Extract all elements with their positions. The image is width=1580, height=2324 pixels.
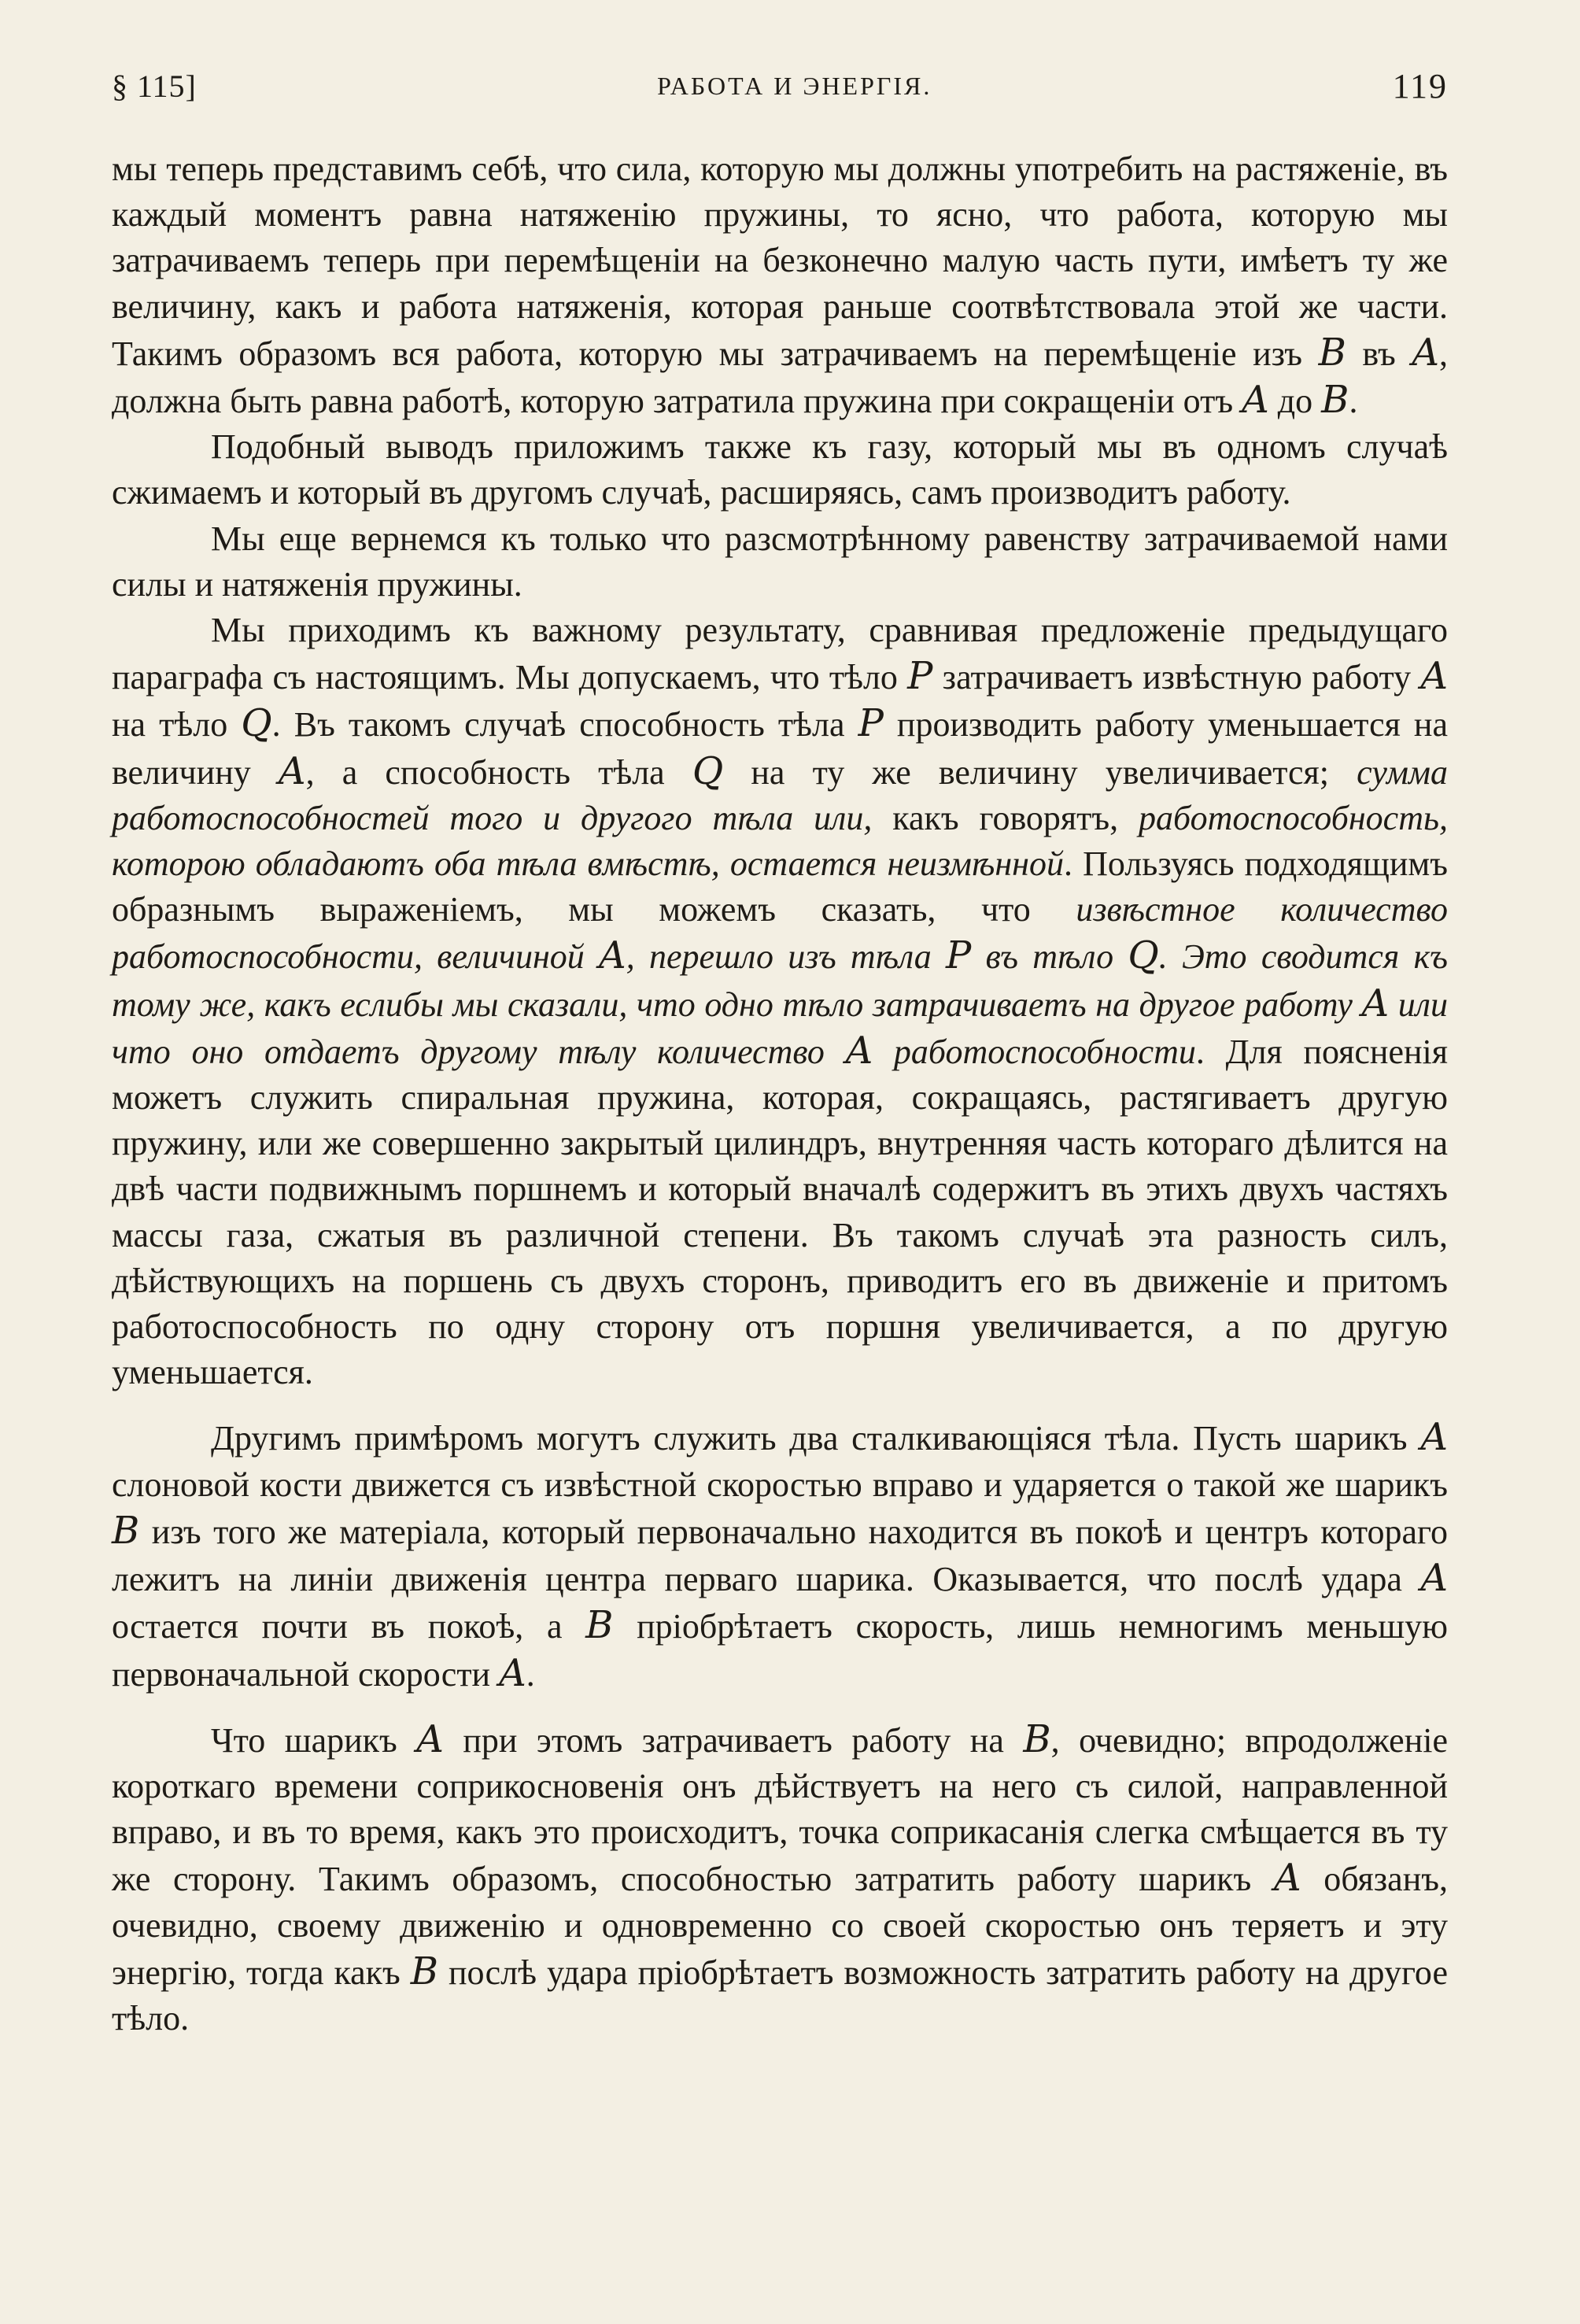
running-title: РАБОТА И ЭНЕРГІЯ.: [657, 71, 932, 100]
text-run: . Въ такомъ случаѣ способность тѣла: [271, 705, 858, 744]
text-run: Другимъ примѣромъ могутъ служить два сталкивающіяся тѣла. Пусть шарикъ: [211, 1419, 1421, 1458]
variable-letter: Q: [241, 701, 272, 746]
variable-letter: A: [1242, 378, 1269, 423]
variable-letter: A: [1420, 1415, 1448, 1460]
variable-letter: P: [858, 701, 884, 746]
variable-letter: P: [946, 933, 972, 978]
variable-letter: Q: [692, 748, 724, 793]
variable-letter: A: [499, 1650, 526, 1695]
text-run: пріобрѣтаетъ скорость, лишь немногимъ меньшую первоначальной скорости: [112, 1607, 1448, 1694]
italic-phrase: , перешло изъ тѣла: [626, 937, 947, 977]
text-run: , очевидно; впродолженіе короткаго времени соприкосновенія онъ дѣйствуетъ на него съ силой, направленной вправо, и въ то время, какъ это происходитъ, точка соприкасанія слегка смѣщается въ ту же сторону. Такимъ образомъ, способностью затратить работу шарикъ: [112, 1720, 1448, 1899]
paragraph: [112, 424, 1448, 515]
text-run: послѣ удара пріобрѣтаетъ возможность затратить работу на другое тѣло.: [112, 1953, 1448, 2038]
variable-letter: B: [1321, 378, 1349, 423]
variable-letter: B: [585, 1603, 614, 1648]
text-run: Мы еще вернемся къ только что разсмотрѣнному равенству затрачиваемой нами силы и натяженія пружины.: [112, 519, 1448, 604]
variable-letter: P: [907, 654, 933, 699]
text-run: на ту же величину увеличивается;: [723, 752, 1357, 792]
text-run: .: [526, 1654, 535, 1694]
text-run: .: [1349, 382, 1358, 421]
italic-phrase: въ тѣло: [971, 937, 1128, 977]
text-run: затрачиваетъ извѣстную работу: [932, 658, 1421, 697]
variable-letter: B: [1023, 1716, 1051, 1761]
italic-phrase: . Это сводится къ тому же, какъ еслибы мы сказали, что одно тѣло затрачиваетъ на другое работу: [112, 937, 1448, 1024]
variable-letter: B: [112, 1508, 140, 1553]
paragraph: [112, 1716, 1448, 2041]
variable-letter: A: [1420, 654, 1449, 699]
text-run: производить работу уменьшается на величину: [112, 705, 1448, 792]
paragraph: [112, 146, 1448, 424]
text-run: Подобный выводъ приложимъ также къ газу, который мы въ одномъ случаѣ сжимаемъ и который въ другомъ случаѣ, расширяясь, самъ производитъ работу.: [112, 427, 1448, 512]
text-run: , должна быть равна работѣ, которую затратила пружина при сокращеніи отъ: [112, 334, 1448, 421]
text-run: обязанъ, очевидно, своему движенію и одновременно со своей скоростью онъ теряетъ и эту энергію, тогда какъ: [112, 1860, 1448, 1992]
text-run: . Для поясненія можетъ служить спиральная пружина, которая, сокращаясь, растягиваетъ другую пружину, или же совершенно закрытый цилиндръ, внутренняя часть котораго дѣлится на двѣ части подвижнымъ поршнемъ и который вначалѣ содержитъ въ этихъ двухъ частяхъ массы газа, сжатыя въ различной степени. Въ такомъ случаѣ эта разность силъ, дѣйствующихъ на поршень съ двухъ сторонъ, приводитъ его въ движеніе и притомъ работоспособность по одну сторону отъ поршня увеличивается, а по другую уменьшается.: [112, 1032, 1449, 1392]
text-run: остается почти въ покоѣ, а: [112, 1607, 586, 1646]
variable-letter: A: [1420, 1556, 1448, 1601]
text-run: Что шарикъ: [211, 1720, 417, 1760]
text-run: какъ говорятъ,: [872, 798, 1139, 837]
italic-phrase: сумма работоспособностей того и другого тѣла или,: [112, 752, 1448, 837]
variable-letter: B: [1318, 330, 1346, 375]
variable-letter: B: [410, 1949, 439, 1993]
text-run: въ: [1346, 334, 1412, 373]
text-run: Мы приходимъ къ важному результату, сравнивая предложеніе предыдущаго параграфа съ настоящимъ. Мы допускаемъ, что тѣло: [112, 611, 1448, 697]
paragraph: [112, 608, 1448, 1395]
variable-letter: A: [845, 1028, 873, 1073]
page-number: 119: [1392, 66, 1448, 105]
section-number: § 115]: [112, 68, 197, 104]
text-run: , а способность тѣла: [305, 752, 692, 792]
variable-letter: Q: [1128, 933, 1159, 978]
text-run: изъ того же матеріала, который первоначально находится въ покоѣ и центръ котораго лежитъ на линіи движенія центра перваго шарика. Оказывается, что послѣ удара: [112, 1512, 1448, 1599]
variable-letter: A: [278, 748, 306, 793]
italic-phrase: или что оно отдаетъ другому тѣлу количество: [112, 985, 1448, 1071]
italic-phrase: извѣстное количество работоспособности, величиной: [112, 890, 1448, 977]
variable-letter: A: [1412, 330, 1439, 375]
text-run: на тѣло: [112, 705, 242, 744]
running-header: [112, 58, 1448, 113]
body-text: [112, 146, 1448, 2041]
variable-letter: A: [1273, 1856, 1301, 1901]
variable-letter: A: [416, 1716, 444, 1761]
italic-phrase: работоспособность, которою обладаютъ оба тѣла вмѣстѣ, остается неизмѣнной: [112, 798, 1449, 884]
paragraph: [112, 516, 1448, 608]
text-run: . Пользуясь подходящимъ образнымъ выраженіемъ, мы можемъ сказать, что: [112, 844, 1448, 929]
paragraph: [112, 1414, 1448, 1697]
variable-letter: A: [599, 933, 626, 978]
text-run: при этомъ затрачиваетъ работу на: [443, 1720, 1024, 1760]
variable-letter: A: [1361, 981, 1390, 1025]
text-run: слоновой кости движется съ извѣстной скоростью вправо и ударяется о такой же шарикъ: [112, 1465, 1448, 1504]
text-run: до: [1268, 382, 1322, 421]
text-run: мы теперь представимъ себѣ, что сила, которую мы должны употребить на растяженіе, въ каждый моментъ равна натяженію пружины, то ясно, что работа, которую мы затрачиваемъ теперь при перемѣщеніи на безконечно малую часть пути, имѣетъ ту же величину, какъ и работа натяженія, которая раньше соотвѣтствовала этой же части. Такимъ образомъ вся работа, которую мы затрачиваемъ на перемѣщеніе изъ: [112, 150, 1448, 373]
italic-phrase: работоспособности: [873, 1032, 1196, 1071]
